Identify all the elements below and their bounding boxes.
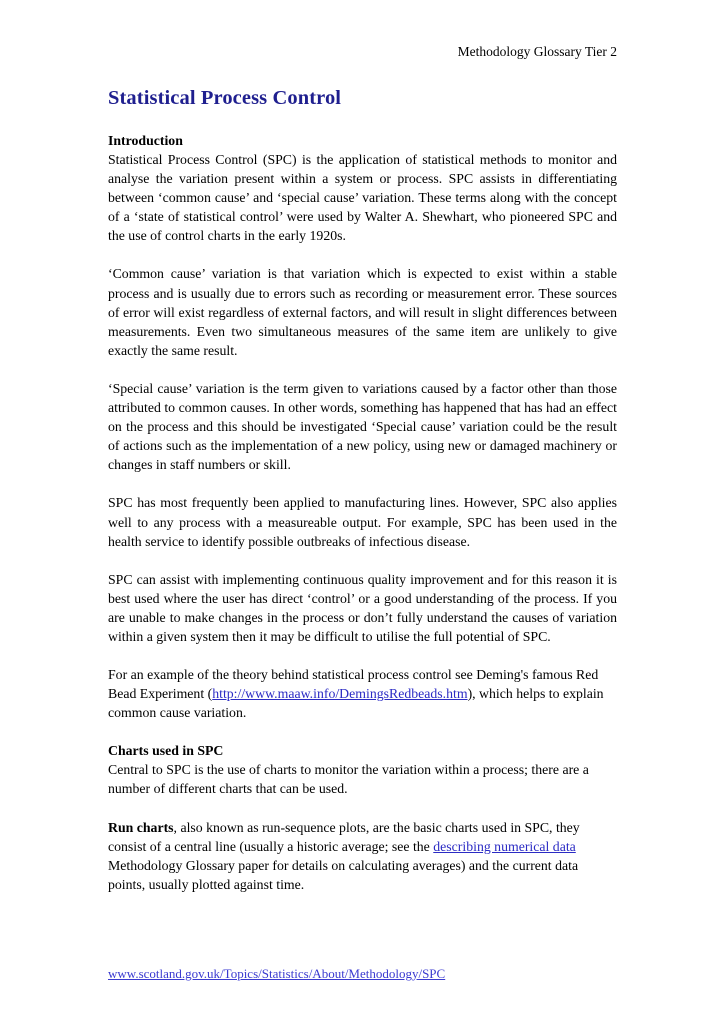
section-heading-charts-used-in-spc: Charts used in SPC	[108, 743, 224, 759]
run-charts-text-before-link: , also known as run-sequence plots, are the basic charts used in SPC, they consist of a central line (usually a historic average; see the	[108, 819, 580, 854]
paragraph-intro-1: Statistical Process Control (SPC) is the application of statistical methods to monitor and analyse the variation present within a system or process. SPC assists in differentiating between ‘common cause’ and ‘special cause’ variation. These terms along with the concept of a ‘state of statistical control’ were used by Walter A. Shewhart, who pioneered SPC and the use of control charts in the early 1920s.	[108, 152, 617, 244]
running-header: Methodology Glossary Tier 2	[457, 44, 617, 59]
document-body	[108, 85, 617, 894]
paragraph-spacer	[108, 474, 617, 493]
paragraph-spacer	[108, 722, 617, 741]
describing-numerical-data-link[interactable]: describing numerical data	[433, 838, 576, 854]
paragraph-spacer	[108, 360, 617, 379]
title-spacer	[108, 111, 617, 131]
paragraph-red-bead-experiment	[108, 665, 617, 722]
paragraph-charts-central: Central to SPC is the use of charts to monitor the variation within a process; there are a number of different charts that can be used.	[108, 762, 589, 797]
footer	[108, 965, 445, 982]
section-heading-introduction: Introduction	[108, 133, 183, 148]
paragraph-run-charts	[108, 818, 617, 894]
paragraph-special-cause: ‘Special cause’ variation is the term given to variations caused by a factor other than those attributed to common causes. In other words, something has happened that has had an effect on the process and this should be investigated ‘Special cause’ variation could be the result of actions such as the implementation of a new policy, using new or damaged machinery or changes in staff numbers or skill.	[108, 380, 617, 473]
red-bead-text-before-link: For an example of the theory behind statistical process control see Deming's famous Red Bead Experiment (	[108, 667, 599, 702]
maaw-redbeads-link[interactable]: http://www.maaw.info/DemingsRedbeads.htm	[212, 686, 468, 702]
paragraph-manufacturing: SPC has most frequently been applied to manufacturing lines. However, SPC also applies well to any process with a measureable output. For example, SPC has been used in the health service to identify possible outbreaks of infectious disease.	[108, 495, 617, 549]
footer-scotland-gov-link[interactable]: www.scotland.gov.uk/Topics/Statistics/About/Methodology/SPC	[108, 966, 446, 981]
red-bead-text-after-link: ), which helps to explain common cause variation.	[108, 686, 604, 721]
run-charts-term: Run charts	[108, 819, 174, 835]
paragraph-spacer	[108, 646, 617, 665]
page-title: Statistical Process Control	[108, 87, 342, 109]
paragraph-continuous-improvement: SPC can assist with implementing continuous quality improvement and for this reason it is best used where the user has direct ‘control’ or a good understanding of the process. If you are unable to make changes in the process or don’t fully understand the causes of variation within a given system then it may be difficult to utilise the full potential of SPC.	[108, 571, 617, 644]
paragraph-common-cause: ‘Common cause’ variation is that variation which is expected to exist within a stable process and is usually due to errors such as recording or measurement error. These sources of error will exist regardless of external factors, and will result in slight differences between measurements. Even two simultaneous measures of the same item are unlikely to give exactly the same result.	[108, 266, 617, 358]
paragraph-spacer	[108, 799, 617, 818]
run-charts-text-after-link: Methodology Glossary paper for details on calculating averages) and the current data points, usually plotted against time.	[108, 857, 579, 892]
paragraph-spacer	[108, 551, 617, 570]
paragraph-spacer	[108, 245, 617, 264]
